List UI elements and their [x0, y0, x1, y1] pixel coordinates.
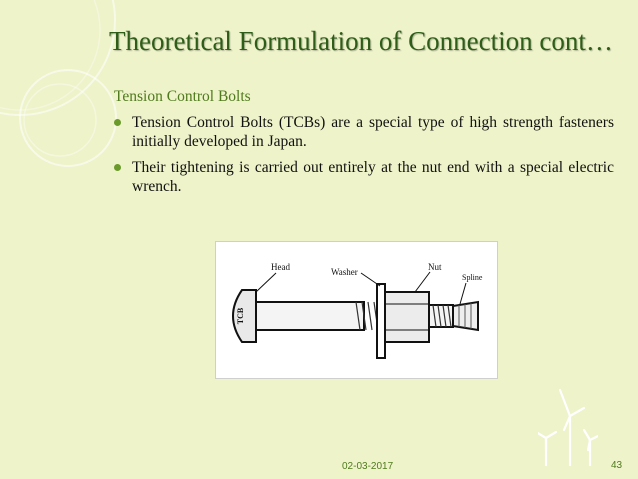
bolt-figure	[215, 241, 498, 379]
section-subtitle: Tension Control Bolts	[114, 88, 251, 105]
wind-turbine-icon	[538, 386, 598, 466]
tcb-bolt-diagram	[216, 242, 497, 378]
stamp-label: TCB	[236, 307, 245, 325]
bullet-text: Their tightening is carried out entirely at the nut end with a special electric wrench.	[132, 159, 614, 195]
bullet-dot-icon	[114, 119, 121, 126]
page-title: Theoretical Formulation of Connection cont…	[109, 26, 613, 56]
page-number: 43	[611, 460, 623, 471]
nut-label: Nut	[428, 262, 442, 272]
bullet-item	[114, 113, 614, 151]
washer-label: Washer	[331, 267, 358, 277]
head-label: Head	[271, 262, 290, 272]
bullet-list	[114, 113, 614, 203]
bullet-item	[114, 158, 614, 196]
bullet-dot-icon	[114, 164, 121, 171]
bullet-text: Tension Control Bolts (TCBs) are a special type of high strength fasteners initially developed in Japan.	[132, 114, 614, 150]
footer-date: 02-03-2017	[342, 461, 394, 472]
spline-label: Spline	[462, 273, 483, 282]
